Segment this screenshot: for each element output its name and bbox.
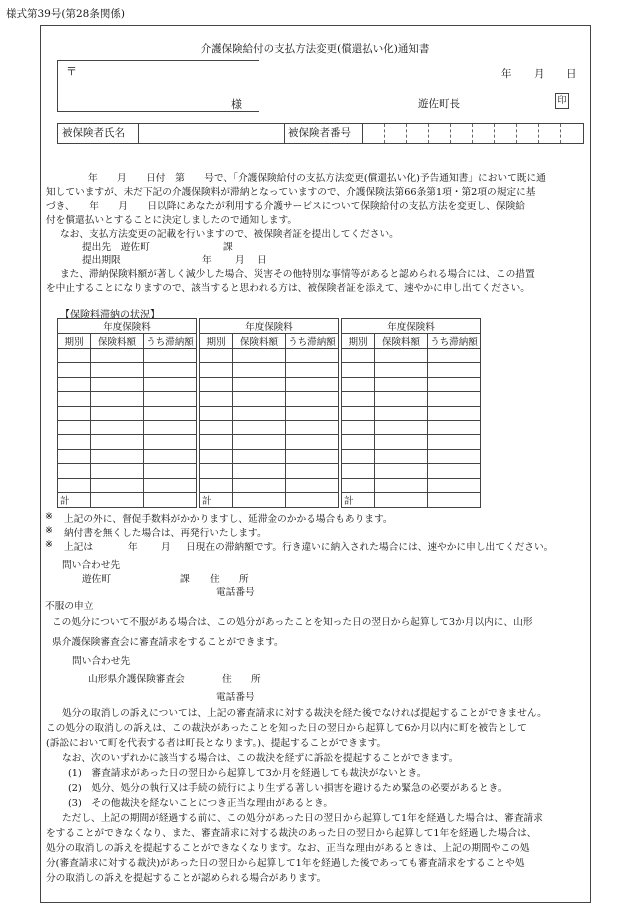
table-cell [144,377,197,391]
table-cell [286,464,339,478]
appeal-address-label: 住 所 [222,674,261,685]
table-cell [144,349,197,363]
body-line: 付を償還払いとすることに決定しましたので通知します。 [46,215,298,226]
table-cell [428,349,481,363]
table-cell [233,464,286,478]
lawsuit-line: (訴訟において町を代表する者は町長となります。)、提起することができます。 [46,738,387,749]
table-cell [144,435,197,449]
table-row [58,406,481,420]
table-cell [286,363,339,377]
table-cell [428,377,481,391]
table-cell [428,492,481,507]
table-row [58,464,481,478]
lawsuit-line: (2) 処分、処分の執行又は手続の続行により生ずる著しい損害を避けるため緊急の必要があるとき。 [68,783,508,794]
deadline-label: 提出期限 [82,255,121,266]
appeal-line: この処分について不服がある場合は、この処分があったことを知った日の翌日から起算して3か月以内に、山形 [52,617,533,628]
table-cell [375,392,428,406]
table-cell [286,392,339,406]
date-month-label: 月 [534,68,545,80]
table-cell [428,464,481,478]
digit-divider [560,124,561,143]
digit-divider [428,124,429,143]
table-cell [375,406,428,420]
table-cell [286,435,339,449]
table-cell [375,349,428,363]
table-cell [200,363,233,377]
lawsuit-line: 処分の取消しの訴えを提起することができなくなります。なお、正当な理由があるときは、上記の期間やこの処 [46,843,530,854]
postal-mark: 〒 [66,65,77,78]
table-cell [58,435,91,449]
column-header-premium: 保険料額 [91,334,144,349]
table-cell [58,449,91,463]
total-label: 計 [342,492,375,507]
table-cell [286,420,339,434]
table-cell [342,435,375,449]
table-cell [91,435,144,449]
table-cell [91,464,144,478]
table-cell [58,464,91,478]
table-cell [200,449,233,463]
body-line: づき、 年 月 日以降にあなたが利用する介護サービスについて保険給付の支払方法を変更し、保険給 [46,201,525,212]
body-line: 知していますが、未だ下記の介護保険料が滞納となっていますので、介護保険法第66条第1項・第2項の規定に基 [46,187,536,198]
table-row [58,363,481,377]
body-line: なお、支払方法変更の記載を行いますので、被保険者証を提出してください。 [60,229,399,240]
table-cell [428,478,481,492]
table-cell [375,363,428,377]
table-cell [200,435,233,449]
table-cell [200,349,233,363]
note-3-rest: 日現在の滞納額です。行き違いに納入された場合には、速やかに申し出てください。 [186,542,554,553]
table-cell [200,478,233,492]
contact-label: 問い合わせ先 [62,560,121,571]
column-header-period: 期別 [200,334,233,349]
table-cell [233,420,286,434]
table-cell [233,392,286,406]
table-cell [233,478,286,492]
digit-divider [538,124,539,143]
total-label: 計 [200,492,233,507]
table-cell [428,363,481,377]
date-year-label: 年 [501,68,512,80]
table-cell [91,392,144,406]
table-cell [342,464,375,478]
table-cell [144,420,197,434]
table-cell [375,464,428,478]
table-cell [91,363,144,377]
table-cell [375,420,428,434]
table-cell [233,449,286,463]
appeal-org: 山形県介護保険審査会 [88,674,185,685]
lawsuit-line: 分(審査請求に対する裁決)があった日の翌日から起算して1年を経過した後であっても審査請求をすることや処 [46,858,525,869]
lawsuit-line: なお、次のいずれかに該当する場合は、この裁決を経ずに訴訟を提起することができます。 [62,753,459,764]
contact-address-label: 住 所 [210,574,249,585]
table-cell [58,363,91,377]
lawsuit-line: 処分の取消しの訴えについては、上記の審査請求に対する裁決を経た後でなければ提起することができません。 [62,708,547,719]
table-cell [200,406,233,420]
column-header-period: 期別 [342,334,375,349]
table-cell [144,464,197,478]
table-cell [144,392,197,406]
table-cell [375,478,428,492]
column-header-arrears: うち滞納額 [144,334,197,349]
contact-section: 課 [180,574,190,585]
seal-mark: 印 [555,93,569,109]
table-cell [200,464,233,478]
table-header-row [58,319,481,334]
digit-divider [450,124,451,143]
table-cell [342,478,375,492]
total-label: 計 [58,492,91,507]
column-header-period: 期別 [58,334,91,349]
lawsuit-line: (1) 審査請求があった日の翌日から起算して3か月を経過しても裁決がないとき。 [68,768,427,779]
table-cell [375,435,428,449]
contact-org: 遊佐町 [82,574,112,585]
column-header-arrears: うち滞納額 [286,334,339,349]
table-cell [342,392,375,406]
column-header-arrears: うち滞納額 [428,334,481,349]
insured-info-row [57,123,584,144]
divider [138,124,139,143]
body-line: を中止することになりますので、該当すると思われる方は、被保険者証を添えて、速やかに申し出てください。 [46,283,530,294]
table-total-row [58,492,481,507]
lawsuit-line: この処分の取消しの訴えは、この裁決があったことを知った日の翌日から起算して6か月以内に町を被告として [46,723,527,734]
table-cell [91,478,144,492]
table-cell [342,420,375,434]
table-cell [233,492,286,507]
table-cell [375,449,428,463]
table-cell [342,406,375,420]
form-number: 様式第39号(第28条関係) [6,8,125,20]
fiscal-year-header: 年度保険料 [342,319,481,334]
deadline-day: 日 [257,255,267,266]
table-row [58,478,481,492]
note-mark: ※ [45,525,54,536]
table-cell [342,349,375,363]
table-cell [58,349,91,363]
insured-number-label: 被保険者番号 [288,127,351,139]
note-2: 納付書を無くした場合は、再発行いたします。 [64,528,267,539]
table-cell [144,406,197,420]
table-cell [200,392,233,406]
table-cell [144,478,197,492]
digit-divider [472,124,473,143]
table-cell [428,449,481,463]
note-mark: ※ [45,511,54,522]
table-cell [428,406,481,420]
table-row [58,349,481,363]
lawsuit-line: をすることができなくなり、また、審査請求に対する裁決のあった日の翌日から起算して1年を経過した場合は、 [46,828,537,839]
note-3-year: 年 [128,542,138,553]
table-cell [58,420,91,434]
table-cell [91,449,144,463]
table-cell [233,363,286,377]
table-cell [91,420,144,434]
appeal-contact-label: 問い合わせ先 [72,656,131,667]
column-header-premium: 保険料額 [375,334,428,349]
body-line: 年 月 日付 第 号で、「介護保険給付の支払方法変更(償還払い化)予告通知書」において既に通 [88,173,546,184]
note-1: 上記の外に、督促手数料がかかりますし、延滞金のかかる場合もあります。 [64,514,393,525]
table-cell [233,406,286,420]
arrears-table [57,318,481,508]
note-3-month: 月 [161,542,171,553]
submit-section: 課 [223,242,233,253]
table-cell [58,377,91,391]
table-cell [428,435,481,449]
table-cell [200,420,233,434]
table-cell [91,492,144,507]
table-cell [286,449,339,463]
table-cell [286,406,339,420]
appeal-line: 県介護保険審査会に審査請求をすることができます。 [52,637,284,648]
lawsuit-line: (3) その他裁決を経ないことにつき正当な理由があるとき。 [68,798,334,809]
date-day-label: 日 [566,68,577,80]
table-cell [58,392,91,406]
column-header-premium: 保険料額 [233,334,286,349]
table-cell [91,349,144,363]
deadline-year: 年 [202,255,212,266]
table-cell [58,406,91,420]
divider [362,124,363,143]
table-row [58,420,481,434]
table-cell [286,349,339,363]
table-cell [91,406,144,420]
digit-divider [516,124,517,143]
issuer-name: 遊佐町長 [418,98,460,110]
table-cell [286,492,339,507]
table-row [58,449,481,463]
document-title: 介護保険給付の支払方法変更(償還払い化)通知書 [200,43,430,55]
deadline-month: 月 [235,255,245,266]
table-cell [375,492,428,507]
table-cell [144,449,197,463]
table-cell [233,349,286,363]
table-header-row [58,334,481,349]
table-cell [200,377,233,391]
lawsuit-line: ただし、上記の期間が経過する前に、この処分があった日の翌日から起算して1年を経過した場合は、審査請求 [62,813,543,824]
lawsuit-line: 分の取消しの訴えを提起することが認められる場合があります。 [46,873,327,884]
contact-phone-label: 電話番号 [216,587,255,598]
appeal-heading: 不服の申立 [45,601,94,612]
digit-divider [406,124,407,143]
note-mark: ※ [45,539,54,550]
fiscal-year-header: 年度保険料 [58,319,197,334]
body-line: また、滞納保険料額が著しく減少した場合、災害その他特別な事情等があると認められる場合には、この措置 [60,269,535,280]
note-3-a: 上記は [64,542,94,553]
appeal-phone-label: 電話番号 [216,692,255,703]
table-cell [342,363,375,377]
submit-destination: 提出先 遊佐町 [82,242,150,253]
arrears-status-label: 【保険料滞納の状況】 [60,310,160,321]
table-row [58,377,481,391]
table-cell [342,449,375,463]
address-box [57,60,259,112]
table-cell [91,377,144,391]
table-row [58,435,481,449]
insured-name-label: 被保険者氏名 [62,127,125,139]
table-cell [428,392,481,406]
fiscal-year-header: 年度保険料 [200,319,339,334]
table-cell [428,420,481,434]
table-cell [144,363,197,377]
table-cell [233,435,286,449]
table-cell [375,377,428,391]
table-cell [233,377,286,391]
honorific-sama: 様 [231,98,242,111]
table-cell [286,377,339,391]
table-cell [144,492,197,507]
table-cell [58,478,91,492]
digit-divider [384,124,385,143]
table-row [58,392,481,406]
table-cell [286,478,339,492]
table-cell [342,377,375,391]
digit-divider [494,124,495,143]
